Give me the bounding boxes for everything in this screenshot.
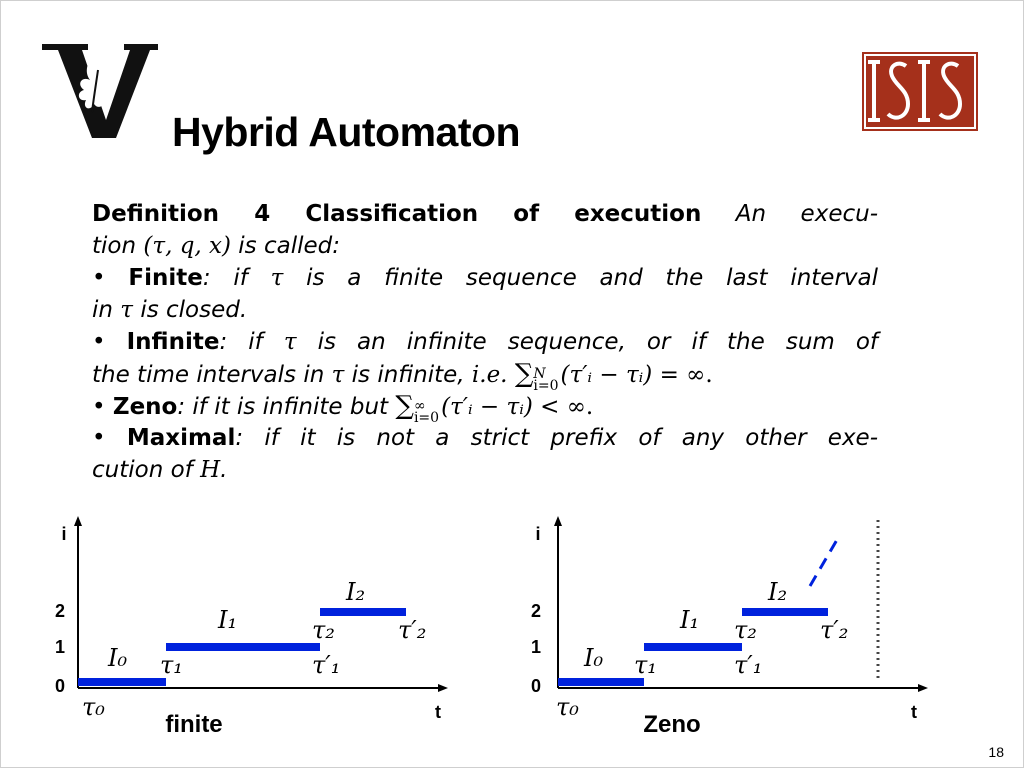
definition-heading: Definition 4 Classification of execution — [92, 201, 702, 227]
tau-1-label: τ₁ — [634, 651, 657, 679]
maximal-text: cution of — [92, 457, 201, 483]
finite-text: : if — [202, 265, 271, 291]
zeno-diagram-svg — [520, 510, 970, 740]
sum-symbol: ∑ — [514, 359, 534, 389]
tau-1-label: τ₁ — [160, 651, 183, 679]
interval-i2-label: I₂ — [768, 578, 788, 606]
interval-i1-label: I₁ — [680, 606, 700, 634]
infinite-text: the time intervals in — [92, 362, 332, 388]
less-than-infinity: < ∞. — [532, 394, 594, 420]
zeno-line — [92, 390, 878, 426]
maximal-text: : if it is not a strict prefix of any other exe- — [235, 425, 879, 451]
x-axis-arrow — [918, 684, 928, 692]
tau-2-prime-label: τ′₂ — [820, 616, 849, 644]
tau-symbol: τ — [331, 362, 345, 388]
sum-upper-limit: ∞ — [413, 398, 426, 414]
tau-1-prime-label: τ′₁ — [734, 651, 763, 679]
zeno-continuation-line — [810, 538, 838, 586]
interval-i1-label: I₁ — [218, 606, 238, 634]
finite-text: in — [92, 297, 121, 323]
y-tick-1: 1 — [54, 637, 66, 657]
tau-symbol: τ — [120, 297, 134, 323]
finite-diagram-svg — [40, 510, 490, 740]
finite-text: is a finite sequence and the last interval — [283, 265, 879, 291]
intro-text: is called: — [230, 233, 340, 259]
y-tick-2: 2 — [530, 601, 542, 621]
page-number: 18 — [988, 744, 1004, 760]
y-axis-arrow — [74, 516, 82, 526]
tau-symbol: τ — [270, 265, 284, 291]
y-tick-0: 0 — [530, 676, 542, 696]
ie-abbrev: i.e. — [471, 362, 508, 388]
zeno-term: Zeno — [112, 394, 178, 420]
y-axis-label: i — [535, 524, 541, 544]
bullet: • — [92, 265, 106, 291]
execution-tuple: (τ, q, x) — [143, 233, 231, 259]
maximal-term: Maximal — [126, 425, 236, 451]
sum-upper-limit: N — [533, 366, 546, 382]
slide-title: Hybrid Automaton — [172, 109, 521, 155]
y-tick-1: 1 — [530, 637, 542, 657]
bullet: • — [92, 329, 106, 355]
infinite-term: Infinite — [126, 329, 220, 355]
tau-1-prime-label: τ′₁ — [312, 651, 341, 679]
tau-2-label: τ₂ — [734, 616, 757, 644]
x-axis-arrow — [438, 684, 448, 692]
sum-body: (τ′ᵢ − τᵢ) — [441, 394, 533, 420]
intro-text: An execu- — [735, 201, 878, 227]
interval-i2-label: I₂ — [346, 578, 366, 606]
sum-limits — [414, 400, 439, 424]
infinite-text: is infinite, — [344, 362, 472, 388]
tau-2-prime-label: τ′₂ — [398, 616, 427, 644]
tau-0-label: τ₀ — [82, 693, 105, 721]
definition-line-1 — [92, 198, 878, 230]
intro-text: tion — [92, 233, 144, 259]
vanderbilt-logo — [40, 40, 160, 140]
isis-logo — [862, 52, 978, 131]
tau-symbol: τ — [283, 329, 297, 355]
definition-line-2 — [92, 230, 878, 262]
y-tick-0: 0 — [54, 676, 66, 696]
definition-block — [92, 198, 878, 486]
sum-lower-limit: i=0 — [413, 410, 440, 426]
infinite-line-1 — [92, 326, 878, 358]
maximal-text: . — [220, 457, 228, 483]
equals-infinity: = ∞. — [652, 362, 713, 388]
sum-lower-limit: i=0 — [533, 378, 559, 394]
finite-line-1 — [92, 262, 878, 294]
infinite-line-2 — [92, 358, 878, 394]
sum-limits — [533, 368, 558, 392]
infinite-text: is an infinite sequence, or if the sum of — [296, 329, 879, 355]
finite-caption: finite — [165, 711, 223, 738]
sum-symbol: ∑ — [395, 391, 414, 421]
zeno-caption: Zeno — [643, 711, 701, 738]
bullet: • — [92, 394, 106, 420]
finite-term: Finite — [128, 265, 203, 291]
maximal-line-1 — [92, 422, 878, 454]
zeno-execution-diagram — [520, 510, 970, 740]
tau-0-label: τ₀ — [556, 693, 579, 721]
x-axis-label: t — [435, 702, 441, 722]
tau-2-label: τ₂ — [312, 616, 335, 644]
finite-execution-diagram — [40, 510, 490, 740]
y-axis-label: i — [61, 524, 67, 544]
x-axis-label: t — [911, 702, 917, 722]
infinite-text: : if — [219, 329, 284, 355]
bullet: • — [92, 425, 106, 451]
maximal-line-2 — [92, 454, 878, 486]
y-tick-2: 2 — [54, 601, 66, 621]
zeno-text: : if it is infinite but — [177, 394, 396, 420]
interval-i0-label: I₀ — [584, 644, 604, 672]
y-axis-arrow — [554, 516, 562, 526]
finite-text: is closed. — [133, 297, 248, 323]
interval-i0-label: I₀ — [108, 644, 128, 672]
sum-body: (τ′ᵢ − τᵢ) — [560, 362, 653, 388]
automaton-symbol: H — [200, 457, 221, 483]
finite-line-2 — [92, 294, 878, 326]
